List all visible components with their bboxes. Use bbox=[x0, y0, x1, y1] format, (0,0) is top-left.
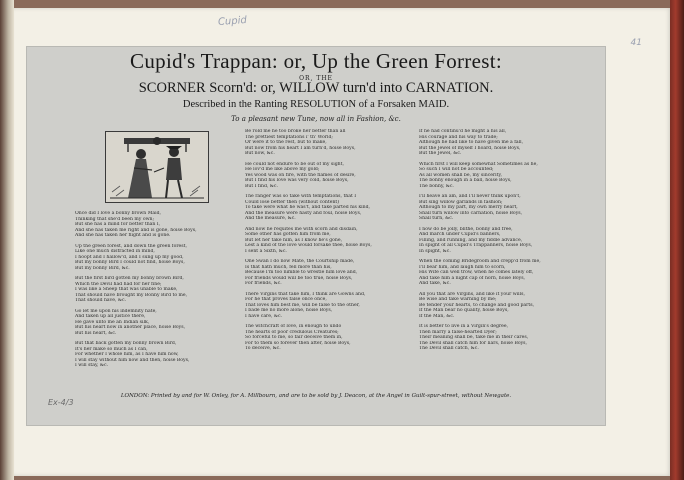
verse-line: The Devil shall catch, &c. bbox=[419, 346, 479, 351]
pencil-annotation-top: Cupid bbox=[217, 15, 248, 28]
verse-line: Or were it to the rest, but to make, bbox=[245, 140, 327, 145]
stanza bbox=[245, 129, 421, 157]
ballad-or-the: OR, THE bbox=[299, 75, 333, 82]
verse-line: Shall turn willow into carnation, hoise Boys, bbox=[419, 210, 523, 216]
verse-line: I hoopt and I hallow'd, and I sung up my good, bbox=[75, 254, 184, 260]
verse-line: He could not endure to be out of my sight, bbox=[245, 161, 344, 167]
stanza bbox=[419, 324, 599, 352]
stanza bbox=[245, 227, 421, 255]
verse-line: Their meaning shall be, take me in their cares, bbox=[419, 335, 529, 340]
imprint-line: LONDON: Printed by and for W. Onley, for A. Millbourn, and are to be sold by J. Deacon, at the Angel in Guilt-spur-street, without Newgate. bbox=[120, 393, 512, 399]
verse-line: And taken up all justice there, bbox=[75, 314, 146, 319]
verse-line: Be tender your hearts, to change and good parts, bbox=[419, 302, 535, 308]
verse-line: And she has taken me right and is gone, hoise Boys, bbox=[75, 227, 197, 233]
stanza bbox=[419, 292, 599, 320]
verse-line: That loves him best me, will be false to the other, bbox=[245, 302, 360, 308]
verse-line: But my bonny Bird I could not find, hoise Boys, bbox=[75, 260, 185, 265]
book-edge-left bbox=[0, 0, 14, 480]
verse-line: The witchcraft of love, in enough to undo bbox=[245, 324, 342, 329]
stanza bbox=[419, 129, 599, 157]
verse-line: In spight, &c. bbox=[419, 248, 451, 254]
verse-line: I now do be jolly, blithe, bonny and free, bbox=[419, 226, 513, 232]
verse-line: To take were what he was't, and take parted his kind, bbox=[245, 205, 370, 210]
verse-line: But now, &c. bbox=[245, 151, 275, 156]
verse-line: The bonny, &c. bbox=[419, 183, 454, 189]
verse-line: That should have, &c. bbox=[75, 298, 127, 303]
verse-line: I will stay, &c. bbox=[75, 363, 109, 368]
verse-line: And she has taken her flight and is gone. bbox=[75, 233, 171, 238]
verse-line: There Virgins that take him, I think are Gowns and, bbox=[245, 291, 366, 297]
verse-line: Filling, and running, and my fiddle advance, bbox=[419, 237, 523, 243]
verse-line: To deceive, &c. bbox=[245, 346, 281, 351]
verse-line: Thinking that she'd been my own; bbox=[75, 216, 155, 222]
verse-column-3 bbox=[419, 129, 599, 357]
verse-line: As all women shall be, my sincerity, bbox=[419, 172, 502, 178]
verse-line: Is that hath much, fell more than his, bbox=[245, 264, 332, 270]
verse-line: One Swan I do now Mate, the Courtship made, bbox=[245, 259, 355, 264]
verse-line: Shall turn, &c. bbox=[419, 216, 454, 221]
stanza bbox=[245, 324, 421, 352]
verse-line: So such I will not be accounted; bbox=[419, 167, 494, 172]
verse-line: But his heart now in another place, hoise Boys, bbox=[75, 325, 186, 330]
verse-line: Go let me upon his indemnity hate, bbox=[75, 308, 157, 314]
verse-line: Which first I will keep somewhat Sometimes as he, bbox=[419, 161, 538, 167]
verse-line: And now he requites me with scorn and disdain, bbox=[245, 226, 358, 232]
woodcut-illustration bbox=[105, 131, 209, 203]
tune-line: To a pleasant new Tune, now all in Fashion, &c. bbox=[231, 115, 401, 123]
verse-line: But let her take him, as I know he's gone, bbox=[245, 237, 343, 243]
verse-line: Although to my part, my own merry heart, bbox=[419, 205, 518, 210]
verse-line: For to them so forever then after, hoise Boys, bbox=[245, 340, 351, 346]
verse-line: I bade me no more alone, hoise Boys, bbox=[245, 308, 333, 313]
verse-line: He gave unto me an Indian silk, bbox=[75, 319, 150, 325]
verse-line: The ranger was so take with temptations, that I bbox=[245, 194, 357, 199]
verse-line: I have care, &c. bbox=[245, 313, 283, 319]
verse-line: I will stay without him now and then, hoise Boys, bbox=[75, 357, 190, 363]
verse-line: The bonny enough in a ball, hoise Boys, bbox=[419, 178, 512, 183]
verse-line: But the Jewel of myself I hoard, hoise Boys, bbox=[419, 145, 521, 151]
verse-line: But the first bird gotten my bonny brown Bird, bbox=[75, 276, 184, 281]
verse-line: For friends would will be too true, hoise Boys, bbox=[245, 275, 353, 281]
verse-column-2 bbox=[245, 129, 421, 357]
verse-line: And march under Cupid's banners, bbox=[419, 232, 501, 237]
verse-line: Then marry a false-hearted Dyer; bbox=[419, 329, 497, 335]
verse-line: I'll bear him, and laugh him to scorn, bbox=[419, 264, 506, 270]
verse-line: Once did I love a bonny brown Maid, bbox=[75, 211, 162, 216]
verse-line: Be wise and take warning by me; bbox=[419, 297, 497, 302]
verse-line: I was like a Sheep that was unable to make, bbox=[75, 287, 178, 292]
verse-line: I'll heave an am, and I'll never think upon't, bbox=[419, 194, 521, 199]
verse-line: But sing willow garlands in fashion; bbox=[419, 199, 503, 205]
verse-line: Which the Devil had had for her fine; bbox=[75, 281, 162, 287]
verse-line: But I find his love was very cold, hoise Boys, bbox=[245, 178, 349, 183]
verse-line: Be rold me he too broke her better than all bbox=[245, 129, 346, 134]
ballad-title: Cupid's Trappan: or, Up the Green Forrest: bbox=[130, 49, 502, 73]
verse-line: If the Man, &c. bbox=[419, 313, 455, 319]
verse-line: In spight of all Cupid's Trappanners, hoise Boys, bbox=[419, 243, 533, 248]
broadside-sheet bbox=[26, 46, 606, 426]
verse-line: And the measure, &c. bbox=[245, 216, 296, 221]
verse-line: But his heart, &c. bbox=[75, 330, 117, 336]
verse-line: So forceful to me, so fair deceive them in, bbox=[245, 335, 343, 340]
book-cover-edge bbox=[670, 0, 684, 480]
stanza bbox=[75, 244, 253, 272]
folio-number: 41 bbox=[630, 38, 642, 48]
verse-line: That should have brought my Bonny Bird to me, bbox=[75, 292, 188, 298]
verse-line: The Devil shall catch him for liars, hoise Boys, bbox=[419, 340, 528, 346]
verse-line: But my bonny Bird, &c. bbox=[75, 265, 130, 271]
verse-line: And take him a night cap of horn, hoise Boys, bbox=[419, 275, 526, 281]
verse-line: If he had continu'd he might a his all, bbox=[419, 129, 507, 134]
verse-line: Like one much distracted in mind, bbox=[75, 249, 155, 254]
verse-line: And the measure were hasty and foul, hoise Boys, bbox=[245, 210, 362, 216]
verse-column-1 bbox=[75, 211, 253, 374]
ballad-subtitle: SCORNER Scorn'd: or, WILLOW turn'd into CARNATION. bbox=[138, 80, 494, 96]
verse-line: For friends, &c. bbox=[245, 281, 282, 286]
verse-line: For whether I whole him, as I have him now, bbox=[75, 352, 179, 357]
verse-line: The prettiest temptations i' th' World; bbox=[245, 134, 333, 140]
verse-line: His Wife can well trow, when he comes lately off, bbox=[419, 270, 534, 275]
verse-line: If the Man bear no quality, hoise Boys, bbox=[419, 308, 509, 313]
verse-line: But that back gotten my bonny brown Bird, bbox=[75, 341, 177, 346]
verse-line: Because I'm too nimble to wrestle him love and, bbox=[245, 270, 358, 275]
verse-line: His courage and his way to trade; bbox=[419, 134, 498, 140]
verse-line: Although he had like to have given me a fall, bbox=[419, 140, 524, 145]
verse-line: Up the green forest, and down the green forest, bbox=[75, 243, 187, 249]
pencil-annotation-bottom: Ex-4/3 bbox=[48, 398, 74, 407]
ballad-description: Described in the Ranting RESOLUTION of a Forsaken MAID. bbox=[182, 99, 450, 110]
stanza bbox=[419, 227, 599, 255]
verse-line: But now from his heart I am turn'd, hoise Boys, bbox=[245, 145, 356, 151]
stanza bbox=[419, 194, 599, 222]
verse-line: The hearts of poor credulous Creatures; bbox=[245, 329, 339, 335]
verse-line: But I find, &c. bbox=[245, 183, 278, 189]
verse-line: It is better to live in a Virgin's degree, bbox=[419, 324, 509, 329]
stanza bbox=[245, 162, 421, 190]
verse-line: Could lose better then (without content) bbox=[245, 199, 340, 205]
verse-line: Yes wood was on fire, with the flames of desire, bbox=[245, 172, 356, 178]
verse-line: And take, &c. bbox=[419, 281, 451, 286]
stanza bbox=[245, 292, 421, 320]
verse-line: Some other has gotten him from me, bbox=[245, 232, 331, 237]
stanza bbox=[75, 341, 253, 369]
stanza bbox=[419, 259, 599, 287]
verse-line: Lest a kind of the love would forsake thee, hoise Boys, bbox=[245, 243, 372, 248]
verse-line: I sent a Sixth, &c. bbox=[245, 248, 287, 254]
verse-line: For he that proves false once once, bbox=[245, 297, 327, 302]
verse-line: When the coming Bridegroom and crepp'd from me, bbox=[419, 259, 541, 264]
stanza bbox=[75, 211, 253, 239]
stanza bbox=[245, 194, 421, 222]
verse-line: All you that are Virgins, and like it your wills, bbox=[419, 291, 525, 297]
stanza bbox=[75, 276, 253, 304]
verse-line: It's her make so much as I can, bbox=[75, 346, 148, 352]
verse-line: He lov'd me like above my gold; bbox=[245, 167, 320, 172]
stanza bbox=[419, 162, 599, 190]
verse-line: But she has a mind for better than I, bbox=[75, 222, 161, 227]
verse-line: But the Jewel, &c. bbox=[419, 151, 462, 156]
stanza bbox=[245, 259, 421, 287]
stanza bbox=[75, 309, 253, 337]
